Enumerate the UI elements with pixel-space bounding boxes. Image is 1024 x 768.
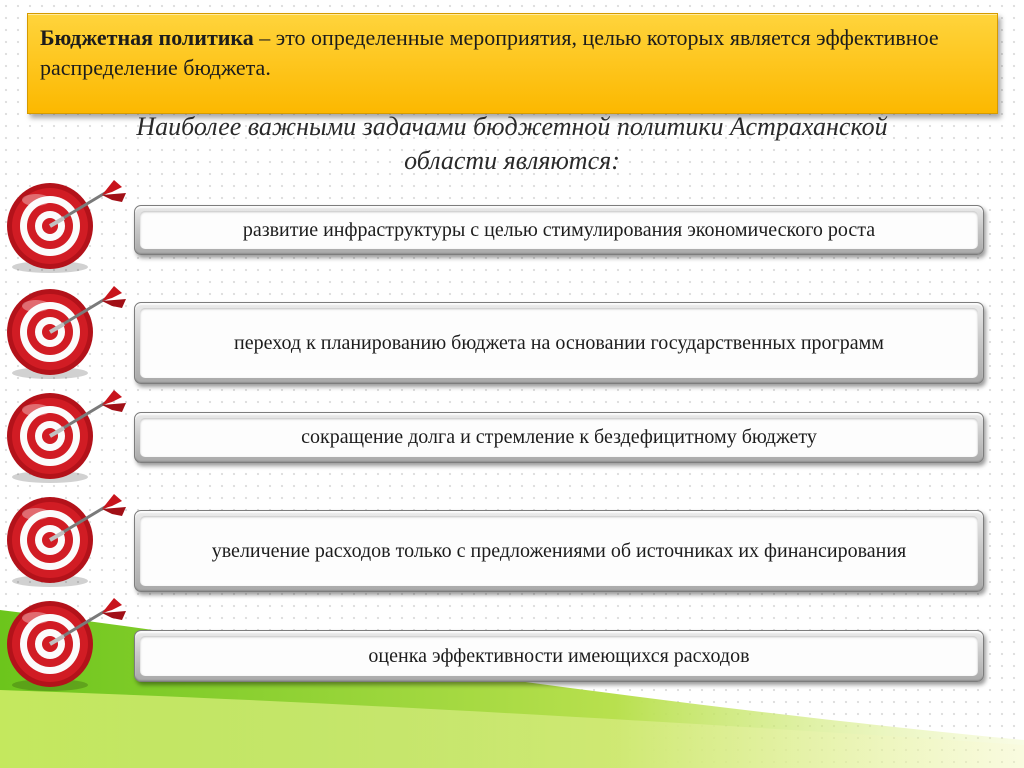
subtitle-line-2: области являются: [404,146,620,175]
task-text: развитие инфраструктуры с целью стимулирования экономического роста [140,211,978,249]
task-bar [134,510,984,592]
task-bar [134,412,984,463]
definition-text: – это определенные мероприятия, целью которых является эффективное распределение бюджета. [40,25,939,80]
task-bar [134,302,984,384]
task-item [0,178,1024,278]
dartboard-target-icon [2,596,136,696]
task-bar [134,205,984,255]
task-text: оценка эффективности имеющихся расходов [140,636,978,676]
task-item [0,492,1024,592]
task-item [0,596,1024,696]
subtitle-line-1: Наиболее важными задачами бюджетной политики Астраханской [136,112,888,141]
subtitle [30,110,994,178]
definition-box [27,13,998,114]
task-item [0,284,1024,384]
task-text: переход к планированию бюджета на основании государственных программ [140,308,978,378]
task-item [0,388,1024,488]
dartboard-target-icon [2,492,136,592]
task-text: сокращение долга и стремление к бездефицитному бюджету [140,418,978,457]
task-bar [134,630,984,682]
dartboard-target-icon [2,178,136,278]
task-text: увеличение расходов только с предложениями об источниках их финансирования [140,516,978,586]
definition-term: Бюджетная политика [40,25,254,50]
dartboard-target-icon [2,284,136,384]
dartboard-target-icon [2,388,136,488]
